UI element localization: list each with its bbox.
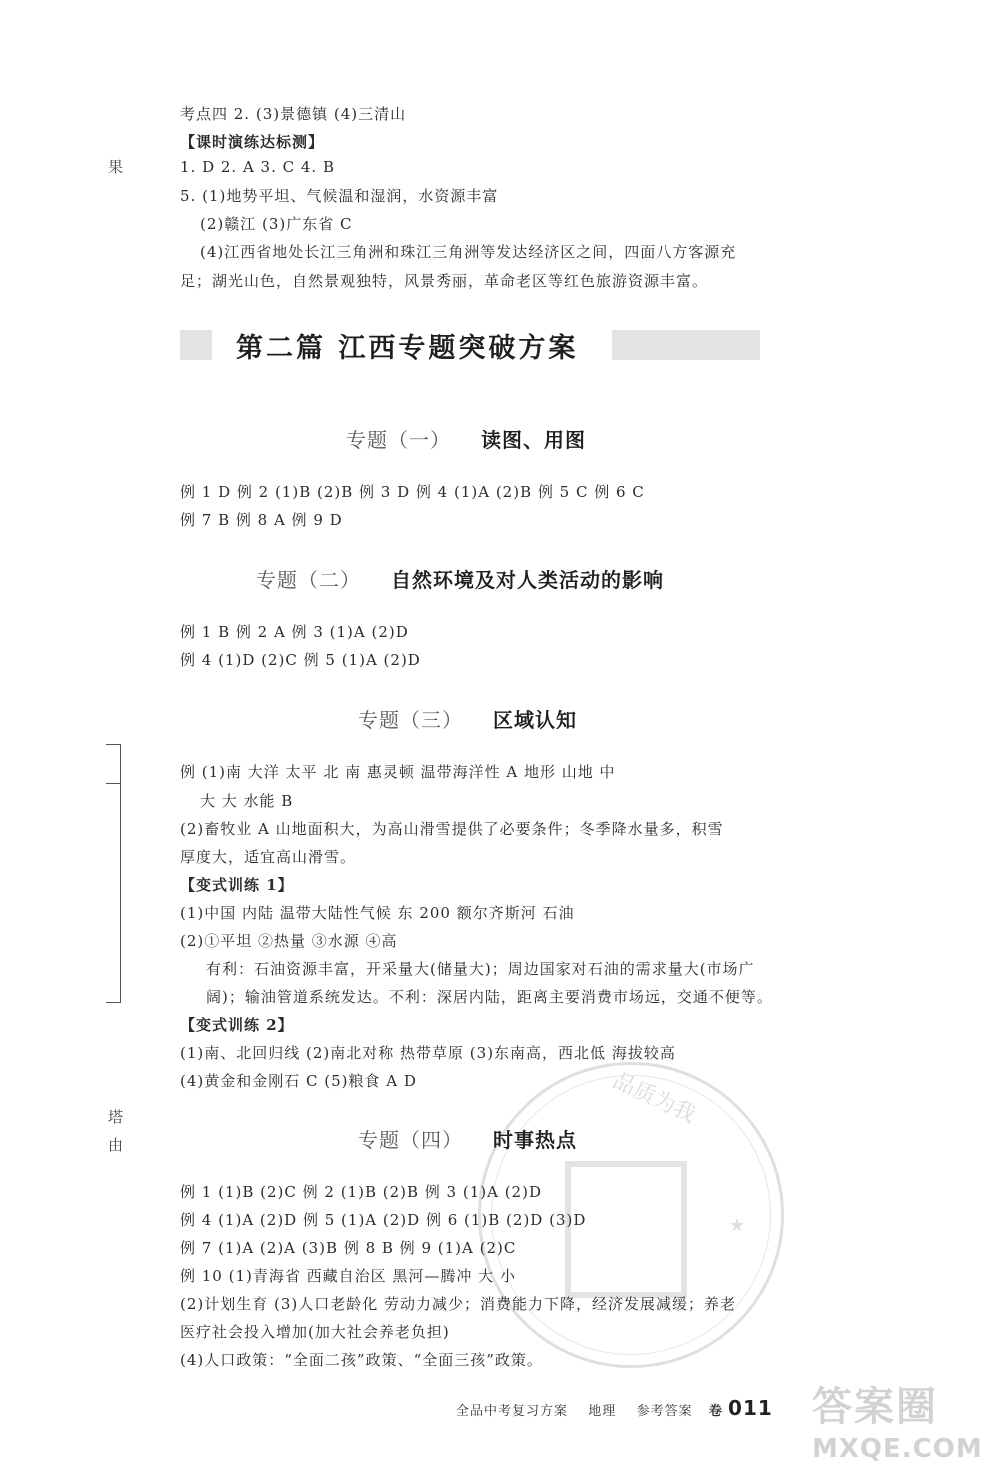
footer-volume: 卷 [708,1404,723,1419]
answer-line: 例 (1)南 大洋 太平 北 南 惠灵顿 温带海洋性 A 地形 山地 中 [180,763,616,781]
answer-line: (4)黄金和金刚石 C (5)粮食 A D [180,1072,417,1090]
subsection-heading: 【变式训练 2】 [180,1016,294,1034]
page-footer [456,1396,773,1420]
answer-line: 例 10 (1)青海省 西藏自治区 黑河—腾冲 大 小 [180,1267,516,1285]
answer-line: 大 大 水能 B [200,792,294,810]
answer-line: 厚度大，适宜高山滑雪。 [180,848,357,866]
footer-subject: 地理 [588,1404,617,1419]
topic-title: 时事热点 [493,1128,577,1152]
topic-number: 专题（四） [358,1128,463,1152]
watermark-logo: 答案圈 [812,1384,938,1430]
topic-number: 专题（一） [346,428,451,452]
answer-line: (2)畜牧业 A 山地面积大，为高山滑雪提供了必要条件；冬季降水量多，积雪 [180,820,724,838]
margin-bracket [106,744,121,784]
margin-bracket [106,782,121,1003]
answer-line: 例 7 B 例 8 A 例 9 D [180,511,343,529]
answer-line: 例 7 (1)A (2)A (3)B 例 8 B 例 9 (1)A (2)C [180,1239,517,1257]
answer-line: (4)江西省地处长江三角洲和珠江三角洲等发达经济区之间，四面八方客源充 [200,243,737,261]
topic-title: 自然环境及对人类活动的影响 [391,568,664,592]
answer-line: (1)南、北回归线 (2)南北对称 热带草原 (3)东南高，西北低 海拔较高 [180,1044,676,1062]
subsection-heading: 【课时演练达标测】 [180,133,325,151]
topic-title: 区域认知 [493,708,577,732]
answer-line: 考点四 2. (3)景德镇 (4)三清山 [180,105,407,123]
banner-bar-left [180,330,212,360]
margin-char: 由 [108,1136,124,1154]
site-watermark [812,1375,983,1464]
answer-line: 医疗社会投入增加(加大社会养老负担) [180,1323,450,1341]
star-icon: ★ [729,1215,746,1236]
topic-number: 专题（三） [358,708,463,732]
topic-number: 专题（二） [256,568,361,592]
stamp-text: 品质为我 [608,1068,700,1129]
margin-char: 塔 [108,1108,124,1126]
topic-heading [256,564,664,593]
banner-bar-right [612,330,760,360]
watermark-url: MXQE.COM [812,1434,983,1464]
topic-heading [358,704,577,733]
answer-line: 1. D 2. A 3. C 4. B [180,158,335,176]
answer-line: 例 1 D 例 2 (1)B (2)B 例 3 D 例 4 (1)A (2)B 例 5 C 例 6 C [180,483,645,501]
answer-line: 例 4 (1)A (2)D 例 5 (1)A (2)D 例 6 (1)B (2)D (3)D [180,1211,587,1229]
answer-line: 5. (1)地势平坦、气候温和湿润，水资源丰富 [180,187,499,205]
part-title: 第二篇 江西专题突破方案 [236,333,579,364]
footer-book: 全品中考复习方案 [456,1404,569,1419]
topic-title: 读图、用图 [481,428,586,452]
topic-heading [358,1124,577,1153]
answer-line: 例 4 (1)D (2)C 例 5 (1)A (2)D [180,651,421,669]
answer-line: 例 1 B 例 2 A 例 3 (1)A (2)D [180,623,409,641]
answer-line: (4)人口政策：“全面二孩”政策、“全面三孩”政策。 [180,1351,543,1369]
footer-part: 参考答案 [636,1404,693,1419]
answer-line: (2)计划生育 (3)人口老龄化 劳动力减少；消费能力下降，经济发展减缓；养老 [180,1295,737,1313]
answer-line: 阔)；输油管道系统发达。不利：深居内陆，距离主要消费市场远，交通不便等。 [206,988,773,1006]
answer-line: (2)赣江 (3)广东省 C [200,215,353,233]
answer-line: 有利：石油资源丰富，开采量大(储量大)；周边国家对石油的需求量大(市场广 [206,960,755,978]
answer-line: 足；湖光山色，自然景观独特，风景秀丽，革命老区等红色旅游资源丰富。 [180,272,709,290]
answer-line: 例 1 (1)B (2)C 例 2 (1)B (2)B 例 3 (1)A (2)D [180,1183,542,1201]
topic-heading [346,424,586,453]
answer-line: (2)①平坦 ②热量 ③水源 ④高 [180,932,398,950]
page-number: 011 [728,1396,773,1420]
margin-char: 果 [108,158,124,176]
answer-line: (1)中国 内陆 温带大陆性气候 东 200 额尔齐斯河 石油 [180,904,575,922]
subsection-heading: 【变式训练 1】 [180,876,294,894]
